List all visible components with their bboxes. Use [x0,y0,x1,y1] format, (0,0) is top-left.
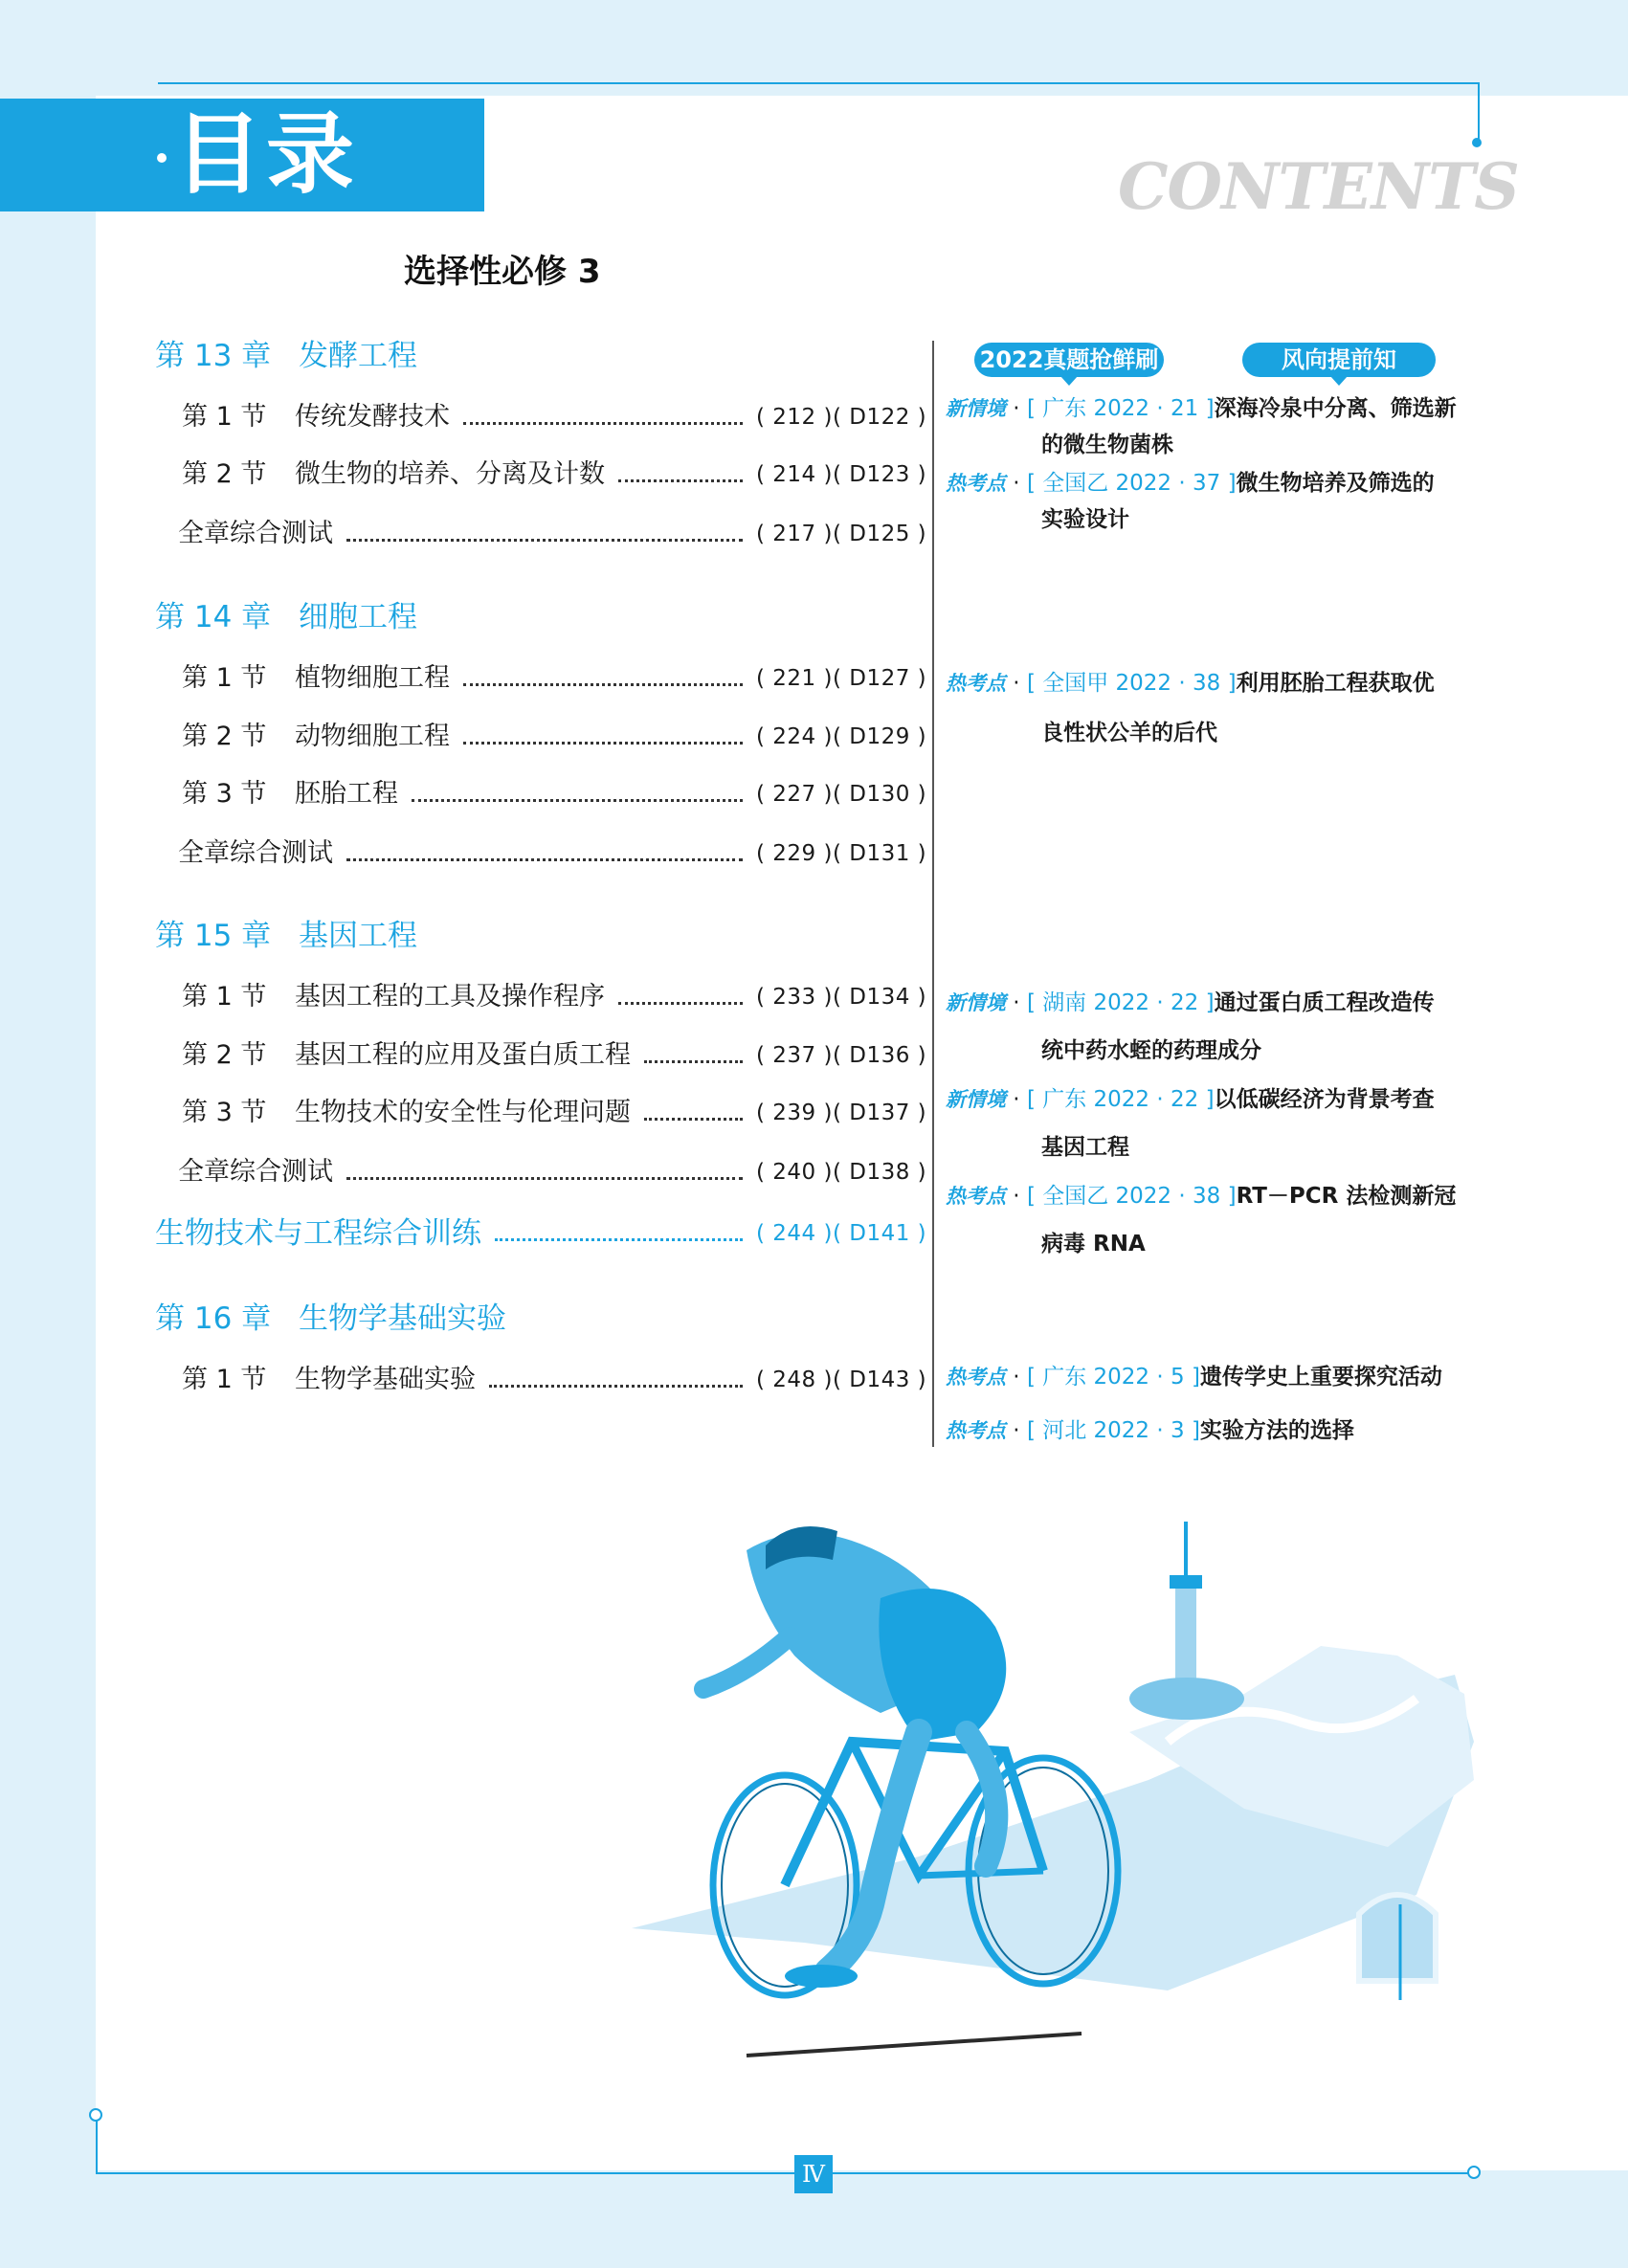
dot-leader [618,479,743,482]
page-ref: ( 233 )( D134 ) [756,985,927,1010]
toc-row[interactable] [182,1363,927,1397]
section-number: 第 1 节 [182,402,267,432]
page-title: 目录 [174,103,359,206]
trend-kind: 热考点 [946,672,1006,695]
trend-source: [ 广东 2022 · 21 ] [1026,396,1215,421]
trend-desc: 利用胚胎工程获取优 [1236,671,1435,696]
chapter-15-heading[interactable] [155,917,417,955]
section-title: 全章综合测试 [178,838,333,868]
frame-line-right [1478,82,1480,142]
toc-row[interactable] [182,1096,927,1130]
frame-line-top [158,82,1479,84]
toc-row[interactable] [182,777,927,812]
frame-ring [1467,2166,1481,2179]
dot-leader [644,1118,743,1121]
page-ref: ( 221 )( D127 ) [756,666,927,691]
trend-source: [ 全国乙 2022 · 38 ] [1026,1184,1237,1209]
trend-item[interactable]: 新情境 · [ 广东 2022 · 21 ]深海冷泉中分离、筛选新 的微生物菌株 [946,390,1482,463]
dot-leader [346,858,743,861]
frame-ring [89,2108,102,2122]
trend-kind: 热考点 [946,1185,1006,1208]
page-ref: ( 248 )( D143 ) [756,1367,927,1392]
dot-leader [412,799,743,802]
section-title: 微生物的培养、分离及计数 [295,459,605,489]
trend-desc-cont: 统中药水蛭的药理成分 [1041,1038,1261,1063]
section-title: 基因工程的应用及蛋白质工程 [295,1040,631,1070]
trend-desc-cont: 实验设计 [1041,507,1129,532]
frame-line-left [96,2117,98,2172]
tag-real-exam: 2022真题抢鲜刷 [974,343,1164,377]
trend-source: [ 全国甲 2022 · 38 ] [1026,671,1237,696]
toc-row[interactable] [182,400,927,434]
trend-source: [ 广东 2022 · 5 ] [1026,1365,1200,1390]
page-number: Ⅳ [794,2155,833,2193]
trend-desc: 微生物培养及筛选的 [1236,471,1435,496]
dot-leader [346,1177,743,1180]
page-ref: ( 214 )( D123 ) [756,462,927,487]
trend-desc: 遗传学史上重要探究活动 [1199,1365,1442,1390]
trend-kind: 热考点 [946,1419,1006,1442]
trend-source: [ 河北 2022 · 3 ] [1026,1418,1200,1443]
trend-item[interactable]: 热考点 · [ 全国乙 2022 · 38 ]RT－PCR 法检测新冠 病毒 RNA [946,1172,1482,1268]
dot-leader [463,683,743,686]
dot-leader [463,422,743,425]
section-title: 传统发酵技术 [295,402,450,432]
page-ref: ( 244 )( D141 ) [756,1221,927,1246]
banner-dot [157,153,167,163]
page-ref: ( 224 )( D129 ) [756,724,927,749]
trend-kind: 新情境 [946,991,1006,1014]
dot-leader [618,1002,743,1005]
trend-source: [ 湖南 2022 · 22 ] [1026,990,1215,1015]
trend-item[interactable]: 热考点 · [ 广东 2022 · 5 ]遗传学史上重要探究活动 [946,1365,1442,1390]
chapter-14-heading[interactable] [155,598,417,636]
trend-item[interactable]: 热考点 · [ 全国乙 2022 · 37 ]微生物培养及筛选的 实验设计 [946,465,1482,538]
toc-row[interactable] [178,1155,927,1190]
section-number: 第 3 节 [182,779,267,809]
chapter-13-heading[interactable] [155,337,417,375]
chapter-number: 第 13 章 [155,339,272,373]
page-ref: ( 239 )( D137 ) [756,1101,927,1125]
page-ref: ( 227 )( D130 ) [756,782,927,807]
trend-desc-cont: 基因工程 [1041,1135,1129,1160]
section-title: 动物细胞工程 [295,722,450,751]
chapter-title: 基因工程 [299,919,417,953]
synthesis-title: 生物技术与工程综合训练 [155,1216,481,1251]
section-number: 第 1 节 [182,982,267,1012]
section-number: 第 3 节 [182,1098,267,1127]
trend-kind: 新情境 [946,1088,1006,1111]
page-ref: ( 229 )( D131 ) [756,841,927,866]
dot-leader [495,1238,743,1241]
trend-kind: 新情境 [946,397,1006,420]
trend-desc-cont: 病毒 RNA [1041,1232,1146,1256]
trend-desc: 以低碳经济为背景考查 [1214,1087,1435,1112]
contents-heading: CONTENTS [1118,149,1519,224]
trend-desc: 实验方法的选择 [1199,1418,1354,1443]
trend-item[interactable]: 新情境 · [ 湖南 2022 · 22 ]通过蛋白质工程改造传 统中药水蛭的药理成分 [946,979,1482,1075]
toc-row[interactable] [182,720,927,754]
trend-desc-cont: 良性状公羊的后代 [1041,721,1217,745]
dot-leader [489,1385,743,1388]
dot-leader [346,539,743,542]
section-title: 全章综合测试 [178,1157,333,1187]
dot-leader [644,1060,743,1063]
trend-source: [ 广东 2022 · 22 ] [1026,1087,1215,1112]
book-title: 选择性必修 3 [404,253,601,291]
chapter-number: 第 16 章 [155,1301,272,1336]
chapter-number: 第 14 章 [155,600,272,634]
synthesis-heading[interactable] [155,1214,927,1253]
section-number: 第 1 节 [182,1365,267,1394]
section-number: 第 2 节 [182,1040,267,1070]
page-ref: ( 237 )( D136 ) [756,1043,927,1068]
toc-row[interactable] [178,517,927,551]
section-title: 生物学基础实验 [295,1365,476,1394]
section-title: 胚胎工程 [295,779,398,809]
trend-desc: 深海冷泉中分离、筛选新 [1214,396,1457,421]
trend-desc: RT－PCR 法检测新冠 [1236,1184,1457,1209]
trend-item[interactable]: 新情境 · [ 广东 2022 · 22 ]以低碳经济为背景考查 基因工程 [946,1076,1482,1171]
toc-row[interactable] [182,1038,927,1073]
trend-kind: 热考点 [946,1366,1006,1389]
section-title: 植物细胞工程 [295,663,450,693]
column-divider [932,341,934,1447]
tag-trend: 风向提前知 [1242,343,1436,377]
trend-kind: 热考点 [946,472,1006,495]
section-title: 生物技术的安全性与伦理问题 [295,1098,631,1127]
section-number: 第 2 节 [182,459,267,489]
toc-row[interactable] [182,980,927,1014]
toc-row[interactable] [182,457,927,492]
frame-line-bottom [96,2172,1474,2174]
page-ref: ( 217 )( D125 ) [756,522,927,546]
chapter-16-heading[interactable] [155,1300,506,1338]
toc-row[interactable] [178,836,927,871]
section-number: 第 1 节 [182,663,267,693]
chapter-title: 细胞工程 [299,600,417,634]
chapter-title: 发酵工程 [299,339,417,373]
section-number: 第 2 节 [182,722,267,751]
chapter-number: 第 15 章 [155,919,272,953]
trend-desc: 通过蛋白质工程改造传 [1214,990,1435,1015]
trend-source: [ 全国乙 2022 · 37 ] [1026,471,1237,496]
trend-desc-cont: 的微生物菌株 [1041,433,1173,457]
section-title: 基因工程的工具及操作程序 [295,982,605,1012]
section-title: 全章综合测试 [178,519,333,548]
frame-dot [1472,138,1482,147]
page-ref: ( 212 )( D122 ) [756,405,927,430]
trend-item[interactable]: 热考点 · [ 河北 2022 · 3 ]实验方法的选择 [946,1418,1354,1443]
dot-leader [463,742,743,745]
chapter-title: 生物学基础实验 [299,1301,506,1336]
toc-row[interactable] [182,661,927,696]
page-ref: ( 240 )( D138 ) [756,1160,927,1185]
trend-item[interactable]: 热考点 · [ 全国甲 2022 · 38 ]利用胚胎工程获取优 良性状公羊的后代 [946,658,1482,758]
cyclist-illustration [632,1493,1493,2105]
